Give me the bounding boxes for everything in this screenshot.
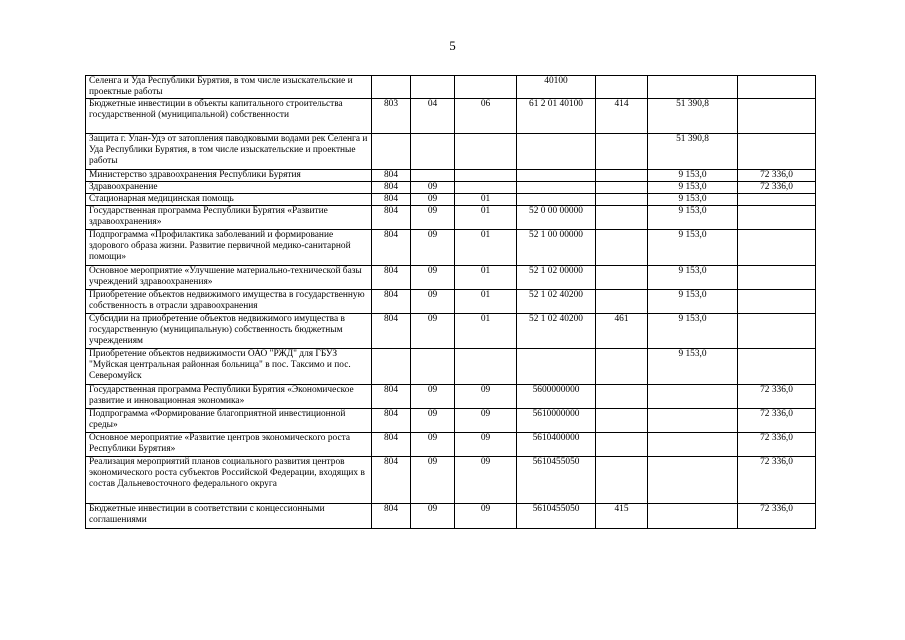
cell-gr: 804 bbox=[372, 457, 411, 504]
cell-cs: 52 1 02 40200 bbox=[517, 314, 596, 349]
cell-s2 bbox=[738, 194, 816, 206]
cell-s2: 72 336,0 bbox=[738, 433, 816, 457]
cell-pr: 01 bbox=[455, 266, 517, 290]
cell-gr: 804 bbox=[372, 385, 411, 409]
cell-s1: 51 390,8 bbox=[648, 134, 738, 170]
cell-s2: 72 336,0 bbox=[738, 182, 816, 194]
cell-s1 bbox=[648, 457, 738, 504]
cell-pr bbox=[455, 349, 517, 385]
cell-cs bbox=[517, 182, 596, 194]
cell-rz bbox=[411, 349, 455, 385]
cell-vr bbox=[596, 433, 648, 457]
cell-vr bbox=[596, 230, 648, 266]
cell-name: Основное мероприятие «Развитие центров экономического роста Республики Бурятия» bbox=[86, 433, 372, 457]
cell-pr: 09 bbox=[455, 409, 517, 433]
cell-pr: 01 bbox=[455, 290, 517, 314]
cell-vr bbox=[596, 134, 648, 170]
table-row bbox=[86, 385, 816, 409]
cell-name: Основное мероприятие «Улучшение материально-технической базы учреждений здравоохранения» bbox=[86, 266, 372, 290]
cell-s2 bbox=[738, 206, 816, 230]
cell-pr: 01 bbox=[455, 230, 517, 266]
cell-name: Стационарная медицинская помощь bbox=[86, 194, 372, 206]
cell-s1 bbox=[648, 76, 738, 99]
cell-pr: 09 bbox=[455, 433, 517, 457]
cell-s1: 9 153,0 bbox=[648, 170, 738, 182]
cell-vr bbox=[596, 182, 648, 194]
cell-vr bbox=[596, 385, 648, 409]
cell-pr: 01 bbox=[455, 206, 517, 230]
cell-s1 bbox=[648, 385, 738, 409]
cell-gr: 804 bbox=[372, 230, 411, 266]
cell-name: Государственная программа Республики Бурятия «Экономическое развитие и инновационная экономика» bbox=[86, 385, 372, 409]
cell-vr bbox=[596, 170, 648, 182]
cell-rz: 09 bbox=[411, 230, 455, 266]
cell-s1: 9 153,0 bbox=[648, 206, 738, 230]
cell-s1 bbox=[648, 504, 738, 529]
table-row bbox=[86, 349, 816, 385]
cell-name: Приобретение объектов недвижимости ОАО "РЖД" для ГБУЗ "Муйская центральная районная больница" в пос. Таксимо и пос. Северомуйск bbox=[86, 349, 372, 385]
cell-s1: 9 153,0 bbox=[648, 194, 738, 206]
cell-cs: 5610455050 bbox=[517, 457, 596, 504]
cell-s2 bbox=[738, 230, 816, 266]
cell-cs: 52 1 02 40200 bbox=[517, 290, 596, 314]
cell-name: Приобретение объектов недвижимого имущества в государственную собственность в отрасли здравоохранения bbox=[86, 290, 372, 314]
cell-cs: 40100 bbox=[517, 76, 596, 99]
table-row bbox=[86, 457, 816, 504]
cell-rz bbox=[411, 170, 455, 182]
cell-name: Бюджетные инвестиции в соответствии с концессионными соглашениями bbox=[86, 504, 372, 529]
cell-s1: 9 153,0 bbox=[648, 314, 738, 349]
cell-name: Бюджетные инвестиции в объекты капитального строительства государственной (муниципальной) собственности bbox=[86, 99, 372, 134]
cell-pr: 06 bbox=[455, 99, 517, 134]
cell-cs: 5610455050 bbox=[517, 504, 596, 529]
table-row bbox=[86, 134, 816, 170]
cell-cs: 5600000000 bbox=[517, 385, 596, 409]
cell-pr: 09 bbox=[455, 385, 517, 409]
cell-name: Государственная программа Республики Бурятия «Развитие здравоохранения» bbox=[86, 206, 372, 230]
cell-s2 bbox=[738, 349, 816, 385]
cell-pr: 09 bbox=[455, 457, 517, 504]
table-row bbox=[86, 76, 816, 99]
cell-cs: 61 2 01 40100 bbox=[517, 99, 596, 134]
cell-gr: 804 bbox=[372, 433, 411, 457]
cell-name: Министерство здравоохранения Республики Бурятия bbox=[86, 170, 372, 182]
cell-pr: 01 bbox=[455, 194, 517, 206]
cell-gr bbox=[372, 134, 411, 170]
cell-vr: 415 bbox=[596, 504, 648, 529]
cell-rz: 09 bbox=[411, 194, 455, 206]
table-row bbox=[86, 504, 816, 529]
cell-gr: 804 bbox=[372, 170, 411, 182]
cell-cs: 5610400000 bbox=[517, 433, 596, 457]
cell-rz: 09 bbox=[411, 433, 455, 457]
cell-rz bbox=[411, 76, 455, 99]
cell-gr bbox=[372, 76, 411, 99]
cell-name: Защита г. Улан-Удэ от затопления паводковыми водами рек Селенга и Уда Республики Бурятия, в том числе изыскательские и проектные работы bbox=[86, 134, 372, 170]
cell-pr: 09 bbox=[455, 504, 517, 529]
table-row bbox=[86, 409, 816, 433]
cell-vr bbox=[596, 206, 648, 230]
table-row bbox=[86, 99, 816, 134]
cell-vr: 414 bbox=[596, 99, 648, 134]
cell-rz: 09 bbox=[411, 385, 455, 409]
cell-s1: 9 153,0 bbox=[648, 182, 738, 194]
cell-gr: 804 bbox=[372, 266, 411, 290]
cell-pr bbox=[455, 76, 517, 99]
cell-s2: 72 336,0 bbox=[738, 409, 816, 433]
cell-cs bbox=[517, 349, 596, 385]
table-row bbox=[86, 433, 816, 457]
cell-pr bbox=[455, 170, 517, 182]
table-row bbox=[86, 194, 816, 206]
cell-s1: 9 153,0 bbox=[648, 266, 738, 290]
cell-vr bbox=[596, 76, 648, 99]
cell-s2 bbox=[738, 76, 816, 99]
cell-rz: 09 bbox=[411, 409, 455, 433]
cell-gr: 804 bbox=[372, 314, 411, 349]
cell-name: Здравоохранение bbox=[86, 182, 372, 194]
table-row bbox=[86, 230, 816, 266]
cell-rz: 09 bbox=[411, 182, 455, 194]
cell-cs: 52 1 02 00000 bbox=[517, 266, 596, 290]
cell-cs: 52 1 00 00000 bbox=[517, 230, 596, 266]
cell-gr: 804 bbox=[372, 194, 411, 206]
cell-gr: 804 bbox=[372, 290, 411, 314]
cell-rz: 04 bbox=[411, 99, 455, 134]
cell-name: Селенга и Уда Республики Бурятия, в том числе изыскательские и проектные работы bbox=[86, 76, 372, 99]
cell-rz: 09 bbox=[411, 314, 455, 349]
cell-s2: 72 336,0 bbox=[738, 457, 816, 504]
cell-vr bbox=[596, 409, 648, 433]
cell-rz: 09 bbox=[411, 457, 455, 504]
cell-rz: 09 bbox=[411, 266, 455, 290]
cell-gr: 803 bbox=[372, 99, 411, 134]
cell-pr bbox=[455, 182, 517, 194]
cell-pr: 01 bbox=[455, 314, 517, 349]
cell-gr: 804 bbox=[372, 409, 411, 433]
cell-cs: 5610000000 bbox=[517, 409, 596, 433]
cell-s1: 51 390,8 bbox=[648, 99, 738, 134]
cell-s1 bbox=[648, 409, 738, 433]
cell-cs bbox=[517, 170, 596, 182]
table-body bbox=[86, 76, 816, 529]
table-row bbox=[86, 290, 816, 314]
cell-s2 bbox=[738, 314, 816, 349]
cell-vr bbox=[596, 349, 648, 385]
cell-s1: 9 153,0 bbox=[648, 349, 738, 385]
cell-rz bbox=[411, 134, 455, 170]
cell-pr bbox=[455, 134, 517, 170]
cell-s2 bbox=[738, 99, 816, 134]
table-row bbox=[86, 314, 816, 349]
cell-gr: 804 bbox=[372, 504, 411, 529]
cell-s2: 72 336,0 bbox=[738, 385, 816, 409]
budget-table bbox=[85, 75, 816, 529]
cell-s2: 72 336,0 bbox=[738, 504, 816, 529]
cell-rz: 09 bbox=[411, 504, 455, 529]
cell-gr: 804 bbox=[372, 182, 411, 194]
cell-rz: 09 bbox=[411, 290, 455, 314]
cell-s2: 72 336,0 bbox=[738, 170, 816, 182]
cell-s2 bbox=[738, 134, 816, 170]
cell-cs: 52 0 00 00000 bbox=[517, 206, 596, 230]
table-row bbox=[86, 266, 816, 290]
cell-vr bbox=[596, 290, 648, 314]
cell-s1: 9 153,0 bbox=[648, 230, 738, 266]
cell-name: Реализация мероприятий планов социального развития центров экономического роста субъектов Российской Федерации, входящих в состав Дальневосточного федерального округа bbox=[86, 457, 372, 504]
table-row bbox=[86, 206, 816, 230]
cell-cs bbox=[517, 194, 596, 206]
cell-cs bbox=[517, 134, 596, 170]
cell-gr: 804 bbox=[372, 206, 411, 230]
cell-name: Подпрограмма «Формирование благоприятной инвестиционной среды» bbox=[86, 409, 372, 433]
cell-vr bbox=[596, 266, 648, 290]
page-number: 5 bbox=[449, 38, 456, 53]
cell-name: Субсидии на приобретение объектов недвижимого имущества в государственную (муниципальную) собственность бюджетным учреждениям bbox=[86, 314, 372, 349]
cell-name: Подпрограмма «Профилактика заболеваний и формирование здорового образа жизни. Развитие первичной медико-санитарной помощи» bbox=[86, 230, 372, 266]
cell-rz: 09 bbox=[411, 206, 455, 230]
cell-gr bbox=[372, 349, 411, 385]
cell-vr: 461 bbox=[596, 314, 648, 349]
cell-s1 bbox=[648, 433, 738, 457]
cell-s2 bbox=[738, 266, 816, 290]
table-row bbox=[86, 170, 816, 182]
cell-s1: 9 153,0 bbox=[648, 290, 738, 314]
cell-s2 bbox=[738, 290, 816, 314]
cell-vr bbox=[596, 194, 648, 206]
cell-vr bbox=[596, 457, 648, 504]
table-row bbox=[86, 182, 816, 194]
